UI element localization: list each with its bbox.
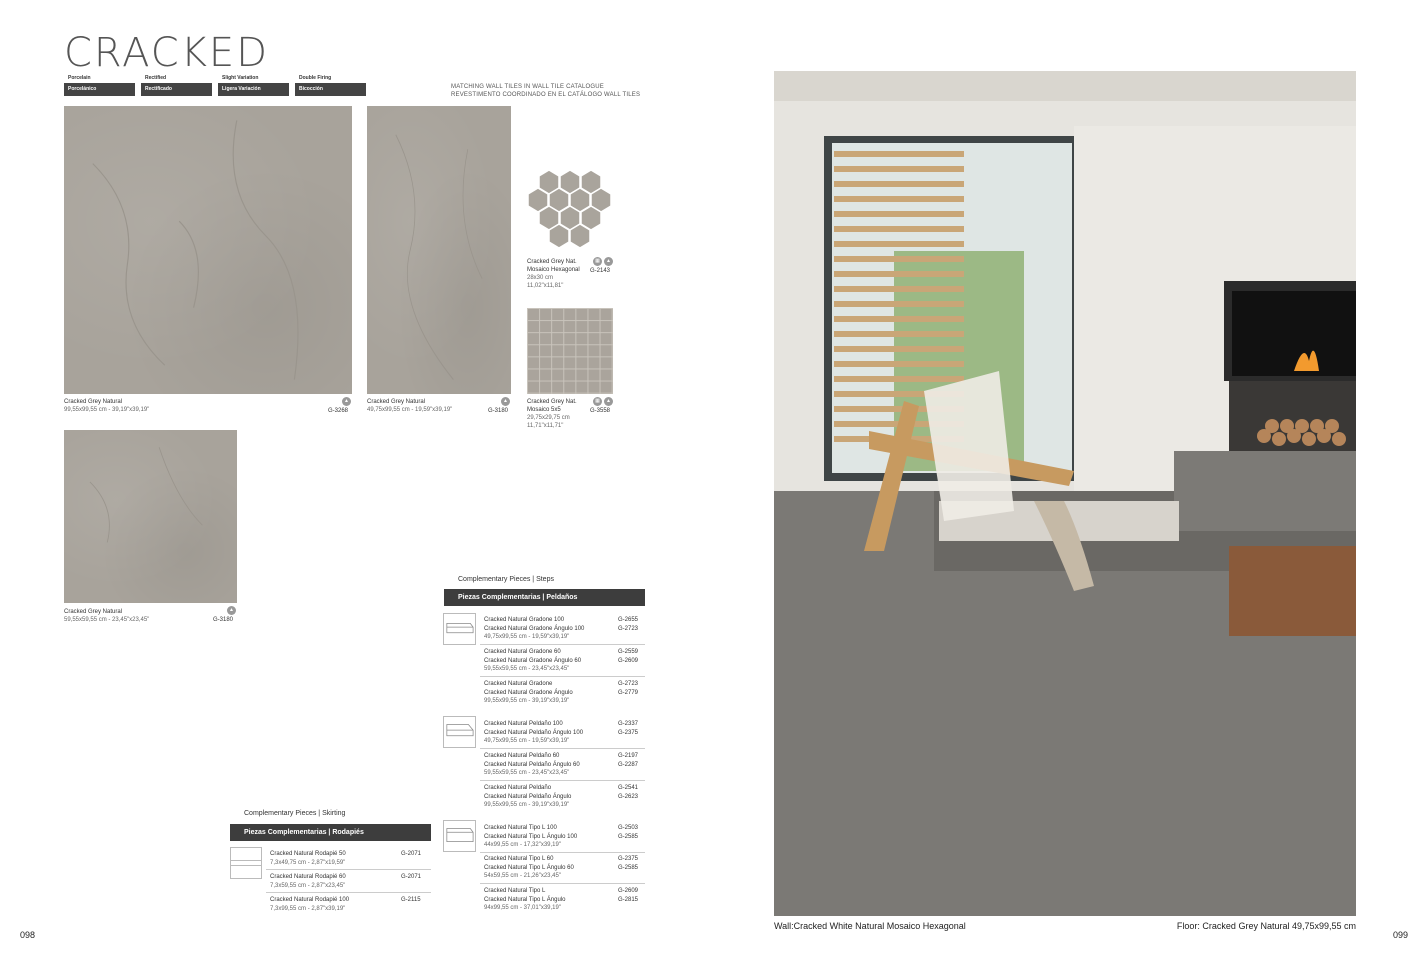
rectified-icon: ▲: [342, 397, 351, 406]
tile-name: Cracked Grey Natural: [64, 609, 123, 615]
mosaic-size: 29,75x29,75 cm: [527, 415, 570, 421]
property-firing: [295, 73, 366, 96]
step-size: 59,55x59,55 cm - 23,45"x23,45": [484, 770, 570, 776]
step-name: Cracked Natural Peldaño 60: [484, 753, 560, 759]
skirting-name: Cracked Natural Rodapié 50: [270, 851, 346, 857]
tile-name: Cracked Grey Natural: [367, 399, 426, 405]
step-codes: [618, 616, 638, 633]
tile-caption: [64, 608, 149, 624]
steps-section-bar: Piezas Complementarias | Peldaños: [444, 589, 645, 606]
mosaic-name: Cracked Grey Nat.: [527, 399, 577, 405]
step-name: Cracked Natural Peldaño Ángulo 60: [484, 761, 580, 768]
step-code: G-2375: [618, 729, 639, 736]
mosaic-name: Mosaico Hexagonal: [527, 267, 580, 273]
property-es: Bicocción: [295, 83, 366, 96]
step-code: G-2337: [618, 721, 639, 727]
step-code: G-2623: [618, 793, 639, 800]
step-codes: [618, 855, 638, 872]
step-size: 54x59,55 cm - 21,26"x23,45": [484, 873, 561, 879]
step-name: Cracked Natural Gradone Ángulo 100: [484, 625, 585, 632]
step-row: [484, 855, 574, 881]
step-code: G-2815: [618, 896, 639, 903]
step-code: G-2559: [618, 649, 639, 655]
rectified-icon: ▲: [227, 606, 236, 615]
step-code: G-2609: [618, 888, 639, 894]
step-code: G-2541: [618, 785, 639, 791]
divider: [266, 869, 431, 870]
skirting-row: [270, 896, 349, 913]
mesh-icon: ▦: [593, 397, 602, 406]
mosaic-name: Cracked Grey Nat.: [527, 259, 577, 265]
tipo-l-thumbnail: [443, 820, 476, 852]
skirting-size: 7,3x59,55 cm - 2,87"x23,45": [270, 882, 346, 889]
matching-line: REVESTIMENTO COORDINADO EN EL CATÁLOGO WALL TILES: [451, 92, 641, 98]
step-name: Cracked Natural Tipo L 60: [484, 856, 554, 862]
step-row: [484, 887, 566, 913]
step-codes: [618, 784, 638, 801]
floor-caption: Floor: Cracked Grey Natural 49,75x99,55 cm: [1176, 921, 1356, 931]
step-name: Cracked Natural Peldaño Ángulo: [484, 793, 572, 800]
steps-section-title: Complementary Pieces | Steps: [458, 576, 554, 583]
property-es: Rectificado: [141, 83, 212, 96]
step-code: G-2585: [618, 833, 639, 840]
step-row: [484, 752, 580, 778]
tile-code: G-3268: [328, 408, 349, 414]
square-mosaic-image: [527, 308, 613, 394]
step-name: Cracked Natural Tipo L Ángulo 100: [484, 833, 578, 840]
skirting-size: 7,3x99,55 cm - 2,87"x39,19": [270, 905, 346, 912]
property-rectified: [141, 73, 212, 96]
peldano-thumbnail: [443, 716, 476, 748]
step-codes: [618, 680, 638, 697]
divider: [480, 780, 645, 781]
step-size: 44x99,55 cm - 17,32"x39,19": [484, 842, 561, 848]
step-code: G-2779: [618, 689, 639, 696]
skirting-row: [270, 873, 346, 890]
step-codes: [618, 720, 638, 737]
step-codes: [618, 887, 638, 904]
step-name: Cracked Natural Tipo L Ángulo: [484, 896, 566, 903]
step-code: G-2723: [618, 681, 639, 687]
page-number-right: 099: [1392, 930, 1408, 940]
divider: [480, 883, 645, 884]
step-row: [484, 680, 573, 706]
page-number-left: 098: [20, 930, 36, 940]
step-name: Cracked Natural Peldaño Ángulo 100: [484, 729, 584, 736]
wall-caption: Wall:Cracked White Natural Mosaico Hexagonal: [774, 921, 966, 931]
tile-image-medium: [64, 430, 237, 603]
skirting-code: G-2071: [401, 874, 422, 880]
skirting-size: 7,3x49,75 cm - 2,87"x19,59": [270, 859, 346, 866]
step-codes: [618, 824, 638, 841]
step-row: [484, 616, 584, 642]
property-porcelain: [64, 73, 135, 96]
step-row: [484, 824, 577, 850]
step-name: Cracked Natural Gradone Ángulo: [484, 689, 573, 696]
step-code: G-2503: [618, 825, 639, 831]
mosaic-size: 28x30 cm: [527, 275, 554, 281]
step-name: Cracked Natural Gradone: [484, 681, 553, 687]
property-en: Double Firing: [299, 75, 332, 81]
mosaic-size: 11,71"x11,71": [527, 423, 564, 429]
property-es: Ligera Variación: [218, 83, 289, 96]
step-row: [484, 784, 571, 810]
tile-name: Cracked Grey Natural: [64, 399, 123, 405]
step-name: Cracked Natural Tipo L Ángulo 60: [484, 864, 574, 871]
step-name: Cracked Natural Tipo L: [484, 888, 546, 894]
mosaic-code: G-2143: [590, 268, 611, 274]
step-size: 94x99,55 cm - 37,01"x39,19": [484, 905, 561, 911]
step-name: Cracked Natural Peldaño: [484, 785, 552, 791]
step-name: Cracked Natural Gradone 100: [484, 617, 565, 623]
property-es: Porcelánico: [64, 83, 135, 96]
skirting-section-bar: Piezas Complementarias | Rodapiés: [230, 824, 431, 841]
rectified-icon: ▲: [604, 257, 613, 266]
mesh-icon: ▦: [593, 257, 602, 266]
tile-size: 99,55x99,55 cm - 39,19"x39,19": [64, 407, 150, 413]
step-code: G-2287: [618, 761, 639, 768]
tile-caption: [367, 398, 452, 414]
divider: [480, 748, 645, 749]
mosaic-size: 11,02"x11,81": [527, 283, 564, 289]
step-code: G-2609: [618, 657, 639, 664]
step-name: Cracked Natural Tipo L 100: [484, 825, 557, 831]
matching-note: [451, 83, 640, 99]
step-name: Cracked Natural Gradone Ángulo 60: [484, 657, 582, 664]
step-code: G-2197: [618, 753, 639, 759]
hexagon-mosaic-image: [527, 170, 613, 254]
step-code: G-2585: [618, 864, 639, 871]
step-name: Cracked Natural Peldaño 100: [484, 721, 563, 727]
property-variation: [218, 73, 289, 96]
page-title: CRACKED: [64, 30, 269, 76]
rectified-icon: ▲: [501, 397, 510, 406]
step-codes: [618, 752, 638, 769]
tile-size: 59,55x59,55 cm - 23,45"x23,45": [64, 617, 150, 623]
step-size: 49,75x99,55 cm - 19,59"x39,19": [484, 634, 570, 640]
tile-caption: [64, 398, 149, 414]
properties-bar: [64, 73, 366, 96]
skirting-section-title: Complementary Pieces | Skirting: [244, 810, 346, 817]
step-size: 49,75x99,55 cm - 19,59"x39,19": [484, 738, 570, 744]
step-size: 59,55x59,55 cm - 23,45"x23,45": [484, 666, 570, 672]
skirting-row: [270, 850, 346, 867]
tile-image-large: [64, 106, 352, 394]
divider: [480, 644, 645, 645]
rectified-icon: ▲: [604, 397, 613, 406]
tile-code: G-3180: [213, 617, 234, 623]
skirting-thumbnail: [230, 847, 262, 879]
interior-photo: [774, 71, 1356, 916]
step-row: [484, 720, 583, 746]
divider: [480, 676, 645, 677]
skirting-code: G-2071: [401, 851, 422, 857]
skirting-name: Cracked Natural Rodapié 100: [270, 897, 350, 903]
skirting-name: Cracked Natural Rodapié 60: [270, 874, 346, 880]
step-code: G-2723: [618, 625, 639, 632]
property-en: Porcelain: [68, 75, 91, 81]
step-code: G-2655: [618, 617, 639, 623]
mosaic-caption: [527, 258, 580, 290]
step-size: 99,55x99,55 cm - 39,19"x39,19": [484, 802, 570, 808]
tile-image-rect: [367, 106, 511, 394]
mosaic-caption: [527, 398, 577, 430]
tile-code: G-3180: [488, 408, 509, 414]
mosaic-name: Mosaico 5x5: [527, 407, 561, 413]
mosaic-code: G-3558: [590, 408, 611, 414]
divider: [480, 852, 645, 853]
step-codes: [618, 648, 638, 665]
tile-size: 49,75x99,55 cm - 19,59"x39,19": [367, 407, 453, 413]
divider: [266, 892, 431, 893]
step-code: G-2375: [618, 856, 639, 862]
gradone-thumbnail: [443, 613, 476, 645]
step-row: [484, 648, 581, 674]
matching-line: MATCHING WALL TILES IN WALL TILE CATALOGUE: [451, 84, 604, 90]
property-en: Slight Variation: [222, 75, 259, 81]
skirting-code: G-2115: [401, 897, 421, 903]
property-en: Rectified: [145, 75, 167, 81]
step-size: 99,55x99,55 cm - 39,19"x39,19": [484, 698, 570, 704]
step-name: Cracked Natural Gradone 60: [484, 649, 561, 655]
